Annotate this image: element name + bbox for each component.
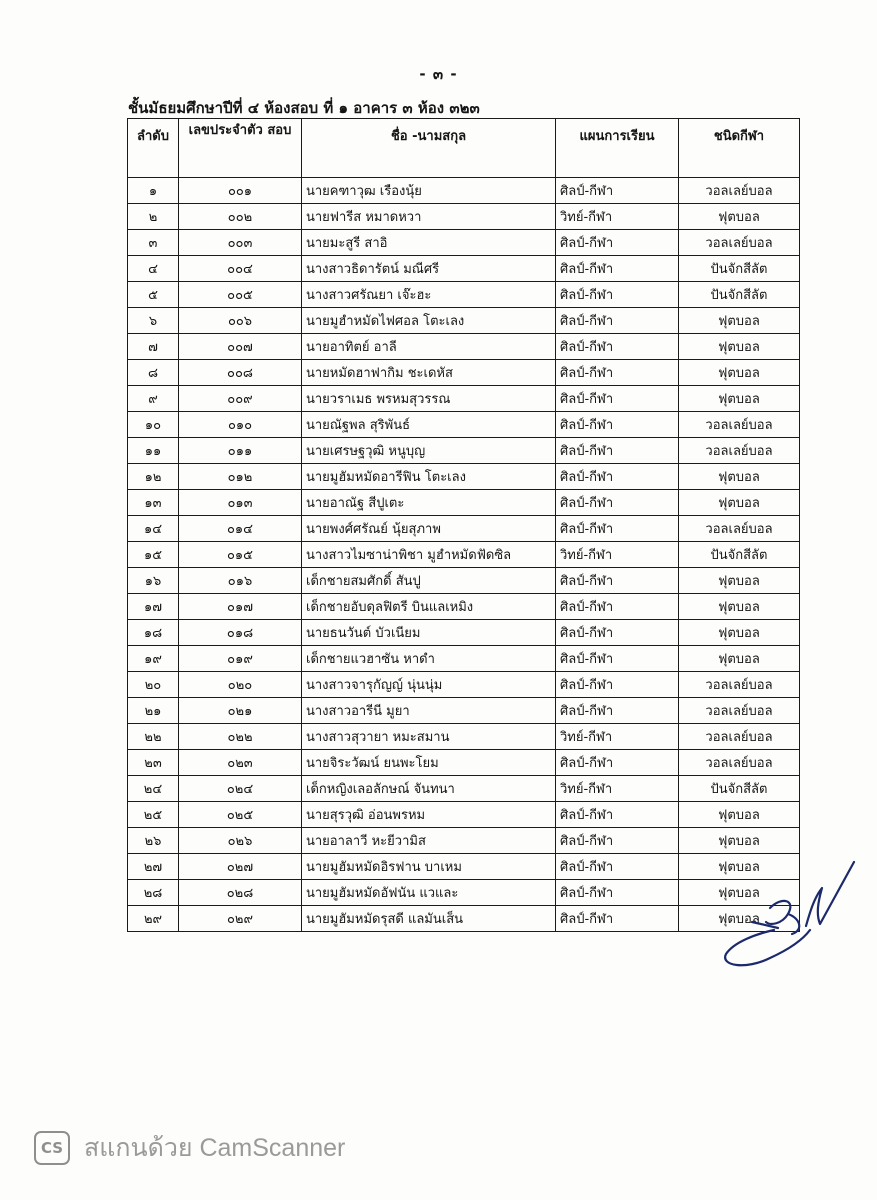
table-row — [128, 854, 800, 880]
document-heading: ชั้นมัธยมศึกษาปีที่ ๔ ห้องสอบ ที่ ๑ อาคาร ๓ ห้อง ๓๒๓ — [128, 99, 480, 117]
cell-exam-id: ๐๐๗ — [179, 334, 302, 360]
cell-exam-id: ๐๒๔ — [179, 776, 302, 802]
cell-full-name: นายฟารีส หมาดหวา — [302, 204, 556, 230]
cell-full-name: นายธนวันต์ บัวเนียม — [302, 620, 556, 646]
cell-study-plan: ศิลป์-กีฬา — [556, 256, 679, 282]
table-row — [128, 672, 800, 698]
cell-sport-type: ฟุตบอล — [679, 490, 800, 516]
cell-exam-id: ๐๒๕ — [179, 802, 302, 828]
table-body — [128, 178, 800, 932]
header-full-name: ชื่อ -นามสกุล — [302, 119, 556, 178]
cell-full-name: นางสาวจารุกัญญ์ นุ่นนุ่ม — [302, 672, 556, 698]
cell-full-name: นายอาทิตย์ อาลี — [302, 334, 556, 360]
cell-exam-id: ๐๒๐ — [179, 672, 302, 698]
cell-exam-id: ๐๑๓ — [179, 490, 302, 516]
header-study-plan: แผนการเรียน — [556, 119, 679, 178]
cell-full-name: นายมูฮัมหมัดรุสดี แลมันเส็น — [302, 906, 556, 932]
cell-full-name: เด็กหญิงเลอลักษณ์ จันทนา — [302, 776, 556, 802]
cell-sport-type: วอลเลย์บอล — [679, 724, 800, 750]
cell-sport-type: ปันจักสีลัต — [679, 776, 800, 802]
cell-order: ๒๑ — [128, 698, 179, 724]
cell-exam-id: ๐๑๒ — [179, 464, 302, 490]
cell-full-name: เด็กชายสมศักดิ์ สันปู — [302, 568, 556, 594]
cell-full-name: นางสาวไมซาน่าพิชา มูฮำหมัดฟัดซิล — [302, 542, 556, 568]
cell-order: ๒๘ — [128, 880, 179, 906]
cell-full-name: นายจิระวัฒน์ ยนพะโยม — [302, 750, 556, 776]
cell-study-plan: ศิลป์-กีฬา — [556, 230, 679, 256]
cell-study-plan: วิทย์-กีฬา — [556, 724, 679, 750]
cell-full-name: นางสาวสุวายา หมะสมาน — [302, 724, 556, 750]
table-row — [128, 334, 800, 360]
header-order: ลำดับ — [128, 119, 179, 178]
camscanner-text: สแกนด้วย CamScanner — [84, 1134, 346, 1162]
cell-order: ๒๖ — [128, 828, 179, 854]
cell-full-name: นายมูฮำหมัดไฟศอล โตะเลง — [302, 308, 556, 334]
cell-order: ๑ — [128, 178, 179, 204]
cell-full-name: นายมะสูรี สาอิ — [302, 230, 556, 256]
table-row — [128, 516, 800, 542]
cell-full-name: นางสาวอารีนี มูยา — [302, 698, 556, 724]
cell-study-plan: ศิลป์-กีฬา — [556, 568, 679, 594]
cell-order: ๑๖ — [128, 568, 179, 594]
cell-exam-id: ๐๐๓ — [179, 230, 302, 256]
cell-order: ๑๑ — [128, 438, 179, 464]
cell-sport-type: ปันจักสีลัต — [679, 542, 800, 568]
table-row — [128, 750, 800, 776]
cell-order: ๑๕ — [128, 542, 179, 568]
cell-exam-id: ๐๑๕ — [179, 542, 302, 568]
cell-sport-type: ฟุตบอล — [679, 906, 800, 932]
cell-exam-id: ๐๑๔ — [179, 516, 302, 542]
cell-order: ๑๒ — [128, 464, 179, 490]
cell-exam-id: ๐๒๑ — [179, 698, 302, 724]
cell-sport-type: ฟุตบอล — [679, 802, 800, 828]
cell-order: ๒ — [128, 204, 179, 230]
cell-study-plan: ศิลป์-กีฬา — [556, 620, 679, 646]
cell-study-plan: ศิลป์-กีฬา — [556, 854, 679, 880]
cell-full-name: นายมูฮัมหมัดอิรฟาน บาเหม — [302, 854, 556, 880]
cell-exam-id: ๐๐๔ — [179, 256, 302, 282]
cell-full-name: เด็กชายอับดุลฟิตรี บินแลเหมิง — [302, 594, 556, 620]
cell-exam-id: ๐๑๖ — [179, 568, 302, 594]
cell-exam-id: ๐๑๗ — [179, 594, 302, 620]
table-row — [128, 230, 800, 256]
cell-full-name: นายสุรวุฒิ อ่อนพรหม — [302, 802, 556, 828]
table-header-row — [128, 119, 800, 178]
cell-study-plan: วิทย์-กีฬา — [556, 776, 679, 802]
cell-order: ๒๐ — [128, 672, 179, 698]
cell-sport-type: วอลเลย์บอล — [679, 516, 800, 542]
cell-sport-type: ฟุตบอล — [679, 620, 800, 646]
cell-order: ๒๗ — [128, 854, 179, 880]
table-row — [128, 308, 800, 334]
cell-sport-type: วอลเลย์บอล — [679, 750, 800, 776]
cell-study-plan: วิทย์-กีฬา — [556, 542, 679, 568]
cell-full-name: นายมูฮัมหมัดอารีฟิน โตะเลง — [302, 464, 556, 490]
cell-order: ๗ — [128, 334, 179, 360]
cell-sport-type: ฟุตบอล — [679, 464, 800, 490]
cell-sport-type: วอลเลย์บอล — [679, 438, 800, 464]
cell-study-plan: ศิลป์-กีฬา — [556, 386, 679, 412]
table-row — [128, 490, 800, 516]
cell-order: ๒๙ — [128, 906, 179, 932]
cell-exam-id: ๐๐๒ — [179, 204, 302, 230]
cell-exam-id: ๐๐๑ — [179, 178, 302, 204]
cell-study-plan: ศิลป์-กีฬา — [556, 750, 679, 776]
camscanner-watermark — [34, 1128, 345, 1168]
cell-order: ๒๕ — [128, 802, 179, 828]
table-row — [128, 204, 800, 230]
cell-sport-type: ฟุตบอล — [679, 880, 800, 906]
table-row — [128, 282, 800, 308]
cell-exam-id: ๐๒๓ — [179, 750, 302, 776]
cell-study-plan: ศิลป์-กีฬา — [556, 802, 679, 828]
table-row — [128, 698, 800, 724]
cell-full-name: นายหมัดฮาฟากิม ชะเดหัส — [302, 360, 556, 386]
cell-exam-id: ๐๐๙ — [179, 386, 302, 412]
table-row — [128, 724, 800, 750]
cell-sport-type: ปันจักสีลัต — [679, 256, 800, 282]
cell-full-name: เด็กชายแวฮาซัน หาดำ — [302, 646, 556, 672]
cell-order: ๑๙ — [128, 646, 179, 672]
cell-sport-type: ฟุตบอล — [679, 386, 800, 412]
cell-order: ๖ — [128, 308, 179, 334]
cell-exam-id: ๐๒๙ — [179, 906, 302, 932]
table-row — [128, 646, 800, 672]
cell-order: ๓ — [128, 230, 179, 256]
cell-exam-id: ๐๑๑ — [179, 438, 302, 464]
cell-study-plan: ศิลป์-กีฬา — [556, 880, 679, 906]
cell-order: ๑๓ — [128, 490, 179, 516]
cell-study-plan: ศิลป์-กีฬา — [556, 490, 679, 516]
table-row — [128, 386, 800, 412]
cell-exam-id: ๐๑๙ — [179, 646, 302, 672]
cell-sport-type: วอลเลย์บอล — [679, 672, 800, 698]
cell-study-plan: ศิลป์-กีฬา — [556, 308, 679, 334]
table-row — [128, 620, 800, 646]
cell-exam-id: ๐๒๖ — [179, 828, 302, 854]
cell-sport-type: วอลเลย์บอล — [679, 178, 800, 204]
cell-study-plan: ศิลป์-กีฬา — [556, 906, 679, 932]
cell-study-plan: ศิลป์-กีฬา — [556, 516, 679, 542]
table-row — [128, 906, 800, 932]
cell-exam-id: ๐๐๖ — [179, 308, 302, 334]
table-row — [128, 880, 800, 906]
cell-order: ๕ — [128, 282, 179, 308]
cell-exam-id: ๐๒๒ — [179, 724, 302, 750]
header-sport-type: ชนิดกีฬา — [679, 119, 800, 178]
cell-sport-type: ฟุตบอล — [679, 334, 800, 360]
cell-study-plan: ศิลป์-กีฬา — [556, 828, 679, 854]
cell-full-name: นายพงศ์ศรัณย์ นุ้ยสุภาพ — [302, 516, 556, 542]
camscanner-logo-icon: CS — [34, 1131, 70, 1165]
cell-exam-id: ๐๒๘ — [179, 880, 302, 906]
cell-exam-id: ๐๐๕ — [179, 282, 302, 308]
cell-study-plan: ศิลป์-กีฬา — [556, 360, 679, 386]
cell-full-name: นางสาวธิดารัตน์ มณีศรี — [302, 256, 556, 282]
cell-study-plan: วิทย์-กีฬา — [556, 204, 679, 230]
table-row — [128, 464, 800, 490]
cell-order: ๔ — [128, 256, 179, 282]
exam-roster-table — [127, 118, 800, 932]
cell-exam-id: ๐๑๘ — [179, 620, 302, 646]
cell-study-plan: ศิลป์-กีฬา — [556, 438, 679, 464]
cell-sport-type: วอลเลย์บอล — [679, 230, 800, 256]
cell-sport-type: วอลเลย์บอล — [679, 412, 800, 438]
header-exam-id: เลขประจำตัว สอบ — [179, 119, 302, 178]
cell-study-plan: ศิลป์-กีฬา — [556, 594, 679, 620]
table-row — [128, 568, 800, 594]
cell-full-name: นายคฑาวุฒ เรืองนุ้ย — [302, 178, 556, 204]
cell-full-name: นายมูฮัมหมัดอัฟนัน แวและ — [302, 880, 556, 906]
table-row — [128, 178, 800, 204]
page-number: - ๓ - — [419, 65, 458, 83]
cell-order: ๑๔ — [128, 516, 179, 542]
cell-order: ๒๔ — [128, 776, 179, 802]
cell-exam-id: ๐๒๗ — [179, 854, 302, 880]
cell-study-plan: ศิลป์-กีฬา — [556, 646, 679, 672]
table-row — [128, 802, 800, 828]
cell-sport-type: ฟุตบอล — [679, 594, 800, 620]
cell-study-plan: ศิลป์-กีฬา — [556, 282, 679, 308]
cell-sport-type: ฟุตบอล — [679, 828, 800, 854]
cell-order: ๑๐ — [128, 412, 179, 438]
table-row — [128, 594, 800, 620]
cell-sport-type: ฟุตบอล — [679, 308, 800, 334]
cell-order: ๘ — [128, 360, 179, 386]
cell-order: ๒๒ — [128, 724, 179, 750]
table-row — [128, 828, 800, 854]
cell-full-name: นายณัฐพล สุริพันธ์ — [302, 412, 556, 438]
cell-exam-id: ๐๐๘ — [179, 360, 302, 386]
cell-order: ๙ — [128, 386, 179, 412]
cell-order: ๑๗ — [128, 594, 179, 620]
table-row — [128, 542, 800, 568]
cell-sport-type: ฟุตบอล — [679, 360, 800, 386]
cell-study-plan: ศิลป์-กีฬา — [556, 334, 679, 360]
cell-full-name: นางสาวศรัณยา เจ๊ะฮะ — [302, 282, 556, 308]
cell-exam-id: ๐๑๐ — [179, 412, 302, 438]
cell-sport-type: ปันจักสีลัต — [679, 282, 800, 308]
table-row — [128, 360, 800, 386]
cell-study-plan: ศิลป์-กีฬา — [556, 412, 679, 438]
cell-full-name: นายวราเมธ พรหมสุวรรณ — [302, 386, 556, 412]
cell-study-plan: ศิลป์-กีฬา — [556, 178, 679, 204]
cell-study-plan: ศิลป์-กีฬา — [556, 464, 679, 490]
table-row — [128, 776, 800, 802]
cell-order: ๑๘ — [128, 620, 179, 646]
table-row — [128, 438, 800, 464]
signature-image — [722, 858, 862, 973]
cell-full-name: นายอาลาวี หะยีวามิส — [302, 828, 556, 854]
table-row — [128, 256, 800, 282]
cell-sport-type: ฟุตบอล — [679, 204, 800, 230]
cell-sport-type: ฟุตบอล — [679, 854, 800, 880]
cell-full-name: นายเศรษฐวุฒิ หนูบุญ — [302, 438, 556, 464]
cell-sport-type: ฟุตบอล — [679, 568, 800, 594]
cell-study-plan: ศิลป์-กีฬา — [556, 672, 679, 698]
cell-full-name: นายอาณัฐ สีปูเตะ — [302, 490, 556, 516]
cell-sport-type: วอลเลย์บอล — [679, 698, 800, 724]
cell-order: ๒๓ — [128, 750, 179, 776]
cell-study-plan: ศิลป์-กีฬา — [556, 698, 679, 724]
table-row — [128, 412, 800, 438]
cell-sport-type: ฟุตบอล — [679, 646, 800, 672]
